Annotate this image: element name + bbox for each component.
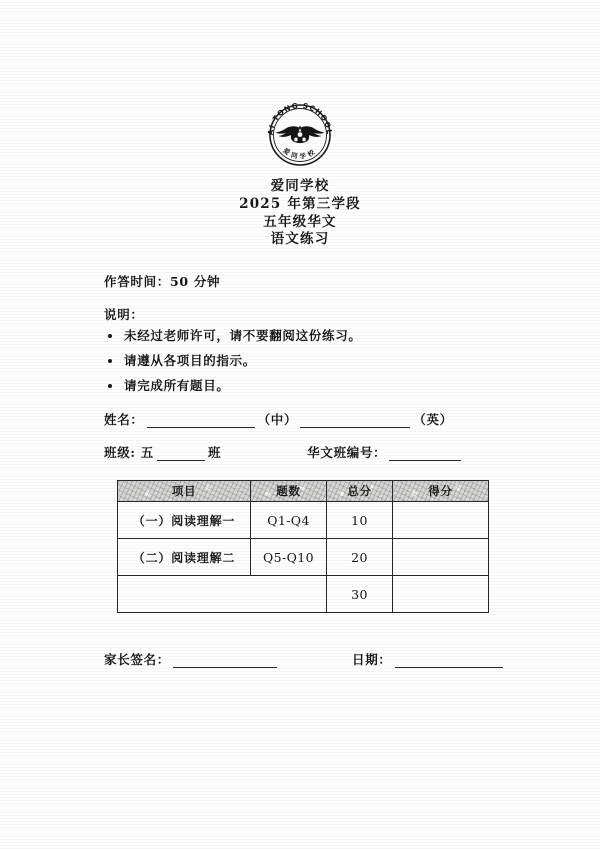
row-item: （二）阅读理解二 xyxy=(118,539,251,576)
date-input[interactable] xyxy=(395,655,503,668)
class-input[interactable] xyxy=(157,448,205,461)
school-crest-icon xyxy=(263,98,337,172)
row-questions: Q1-Q4 xyxy=(251,502,327,539)
table-total-row xyxy=(118,576,489,613)
bullet-icon xyxy=(108,384,112,388)
row-full-marks: 10 xyxy=(327,502,393,539)
row-full-marks: 20 xyxy=(327,539,393,576)
class-suffix: 班 xyxy=(207,445,222,460)
date-label: 日期： xyxy=(352,652,392,667)
class-label: 班级: 五 xyxy=(104,445,154,460)
title-paper-type: 语文练习 xyxy=(270,231,330,248)
name-field-row xyxy=(104,410,453,428)
instruction-text: 请完成所有题目。 xyxy=(124,378,230,394)
total-full-marks: 30 xyxy=(327,576,393,613)
header-questions: 题数 xyxy=(251,481,327,502)
instruction-item xyxy=(104,327,362,345)
document-title-block xyxy=(0,178,600,249)
instructions-heading: 说明： xyxy=(104,307,144,322)
instruction-item xyxy=(104,352,362,370)
parent-signature-label: 家长签名： xyxy=(104,652,171,667)
name-chinese-tag: （中） xyxy=(257,412,298,427)
header-score: 得分 xyxy=(393,481,489,502)
svg-text:爱同学校: 爱同学校 xyxy=(281,146,319,161)
row-item: （一）阅读理解一 xyxy=(118,502,251,539)
table-header-row xyxy=(118,481,489,502)
title-term: 2025 年第三学段 xyxy=(239,195,361,212)
title-level-subject: 五年级华文 xyxy=(263,213,337,230)
chinese-class-no-input[interactable] xyxy=(389,448,461,461)
row-questions: Q5-Q10 xyxy=(251,539,327,576)
svg-text:AI TONG SCHOOL: AI TONG SCHOOL xyxy=(265,100,335,136)
school-crest-container xyxy=(0,98,600,172)
row-score-input[interactable] xyxy=(393,502,489,539)
header-item: 项目 xyxy=(118,481,251,502)
signature-field-row xyxy=(104,650,506,668)
total-row-item xyxy=(118,576,327,613)
instruction-text: 请遵从各项目的指示。 xyxy=(124,353,257,369)
chinese-class-no-label: 华文班编号： xyxy=(307,445,387,460)
instructions-list xyxy=(104,327,362,402)
table-row xyxy=(118,502,489,539)
instruction-text: 未经过老师许可，请不要翻阅这份练习。 xyxy=(124,328,362,343)
duration-text: 作答时间：50 分钟 xyxy=(104,274,221,289)
table-row xyxy=(118,539,489,576)
name-chinese-input[interactable] xyxy=(147,415,255,428)
total-score-input[interactable] xyxy=(393,576,489,613)
name-english-tag: （英） xyxy=(413,412,453,427)
instruction-item xyxy=(104,377,362,395)
name-english-input[interactable] xyxy=(300,415,410,428)
name-label: 姓名： xyxy=(104,412,144,427)
bullet-icon xyxy=(108,359,112,363)
bullet-icon xyxy=(108,334,112,338)
header-full-marks: 总分 xyxy=(327,481,393,502)
row-score-input[interactable] xyxy=(393,539,489,576)
parent-signature-input[interactable] xyxy=(173,655,277,668)
class-field-row xyxy=(104,443,464,461)
title-school-name: 爱同学校 xyxy=(270,178,330,194)
score-summary-table xyxy=(117,480,489,613)
